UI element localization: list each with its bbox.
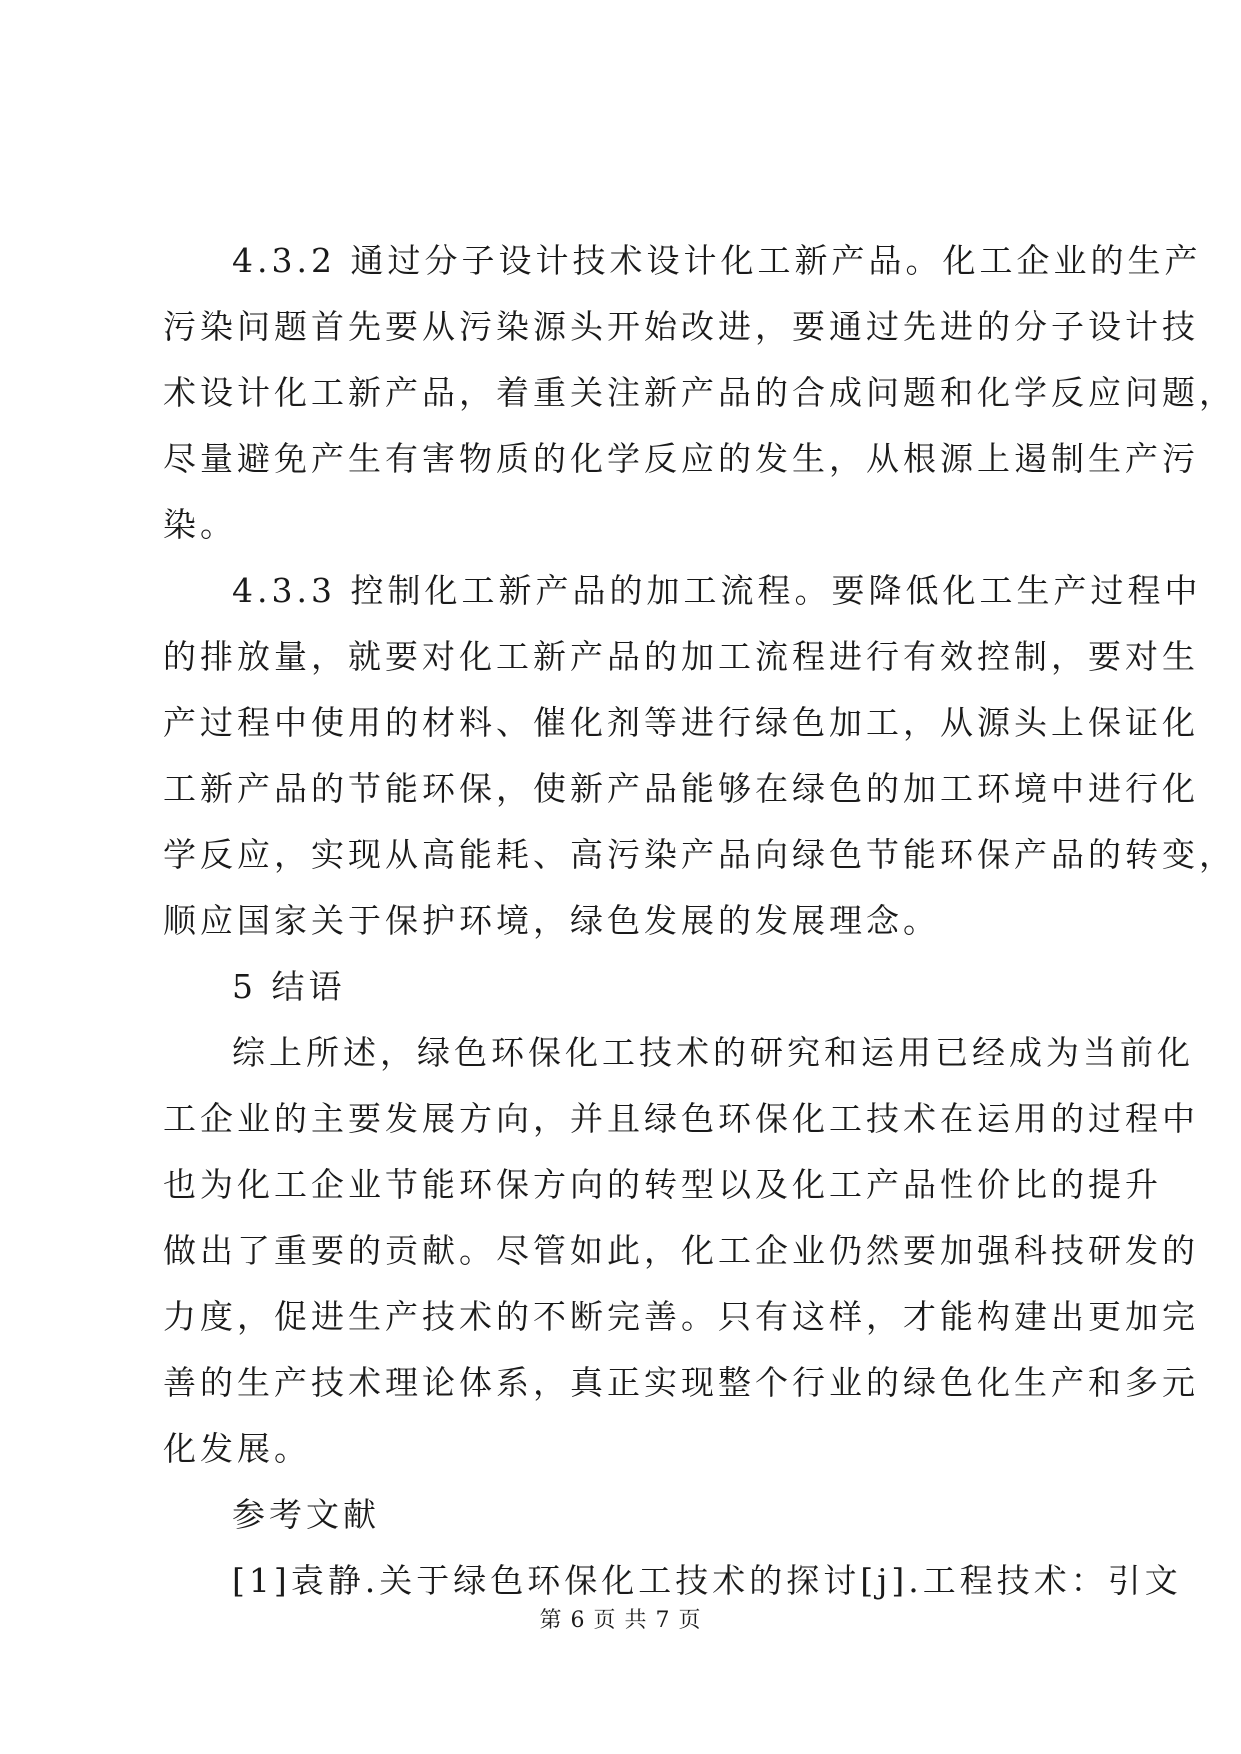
reference-item: [1]袁静.关于绿色环保化工技术的探讨[j].工程技术：引文 bbox=[232, 1561, 1182, 1600]
paragraph-conclusion bbox=[163, 1020, 1199, 1482]
text-line: 污染问题首先要从污染源头开始改进，要通过先进的分子设计技 bbox=[163, 307, 1199, 346]
page-footer bbox=[0, 1606, 1241, 1636]
text-line: 顺应国家关于保护环境，绿色发展的发展理念。 bbox=[163, 901, 940, 940]
text-line: 的排放量，就要对化工新产品的加工流程进行有效控制，要对生 bbox=[163, 637, 1199, 676]
text-line: 学反应，实现从高能耗、高污染产品向绿色节能环保产品的转变， bbox=[163, 835, 1236, 874]
text-line: 4.3.2 通过分子设计技术设计化工新产品。化工企业的生产 bbox=[232, 241, 1202, 280]
reference-list bbox=[163, 1548, 1182, 1614]
text-line: 4.3.3 控制化工新产品的加工流程。要降低化工生产过程中 bbox=[232, 571, 1202, 610]
text-line: 产过程中使用的材料、催化剂等进行绿色加工，从源头上保证化 bbox=[163, 703, 1199, 742]
text-line: 综上所述，绿色环保化工技术的研究和运用已经成为当前化 bbox=[232, 1033, 1194, 1072]
text-line: 也为化工企业节能环保方向的转型以及化工产品性价比的提升 bbox=[163, 1165, 1162, 1204]
text-line: 尽量避免产生有害物质的化学反应的发生，从根源上遏制生产污 bbox=[163, 439, 1199, 478]
text-line: 力度，促进生产技术的不断完善。只有这样，才能构建出更加完 bbox=[163, 1297, 1199, 1336]
section-heading-references bbox=[163, 1482, 1123, 1548]
text-line: 染。 bbox=[163, 505, 237, 544]
paragraph-4-3-2 bbox=[163, 228, 1236, 558]
heading-text: 参考文献 bbox=[232, 1495, 380, 1534]
text-line: 化发展。 bbox=[163, 1429, 311, 1468]
heading-text: 5 结语 bbox=[232, 967, 346, 1006]
paragraph-4-3-3 bbox=[163, 558, 1236, 954]
text-line: 工企业的主要发展方向，并且绿色环保化工技术在运用的过程中 bbox=[163, 1099, 1199, 1138]
text-line: 术设计化工新产品，着重关注新产品的合成问题和化学反应问题， bbox=[163, 373, 1236, 412]
text-line: 善的生产技术理论体系，真正实现整个行业的绿色化生产和多元 bbox=[163, 1363, 1199, 1402]
document-body bbox=[163, 228, 1236, 1614]
text-line: 做出了重要的贡献。尽管如此，化工企业仍然要加强科技研发的 bbox=[163, 1231, 1199, 1270]
text-line: 工新产品的节能环保，使新产品能够在绿色的加工环境中进行化 bbox=[163, 769, 1199, 808]
section-heading-conclusion bbox=[163, 954, 1123, 1020]
page-number-label: 第 6 页 共 7 页 bbox=[539, 1608, 702, 1633]
